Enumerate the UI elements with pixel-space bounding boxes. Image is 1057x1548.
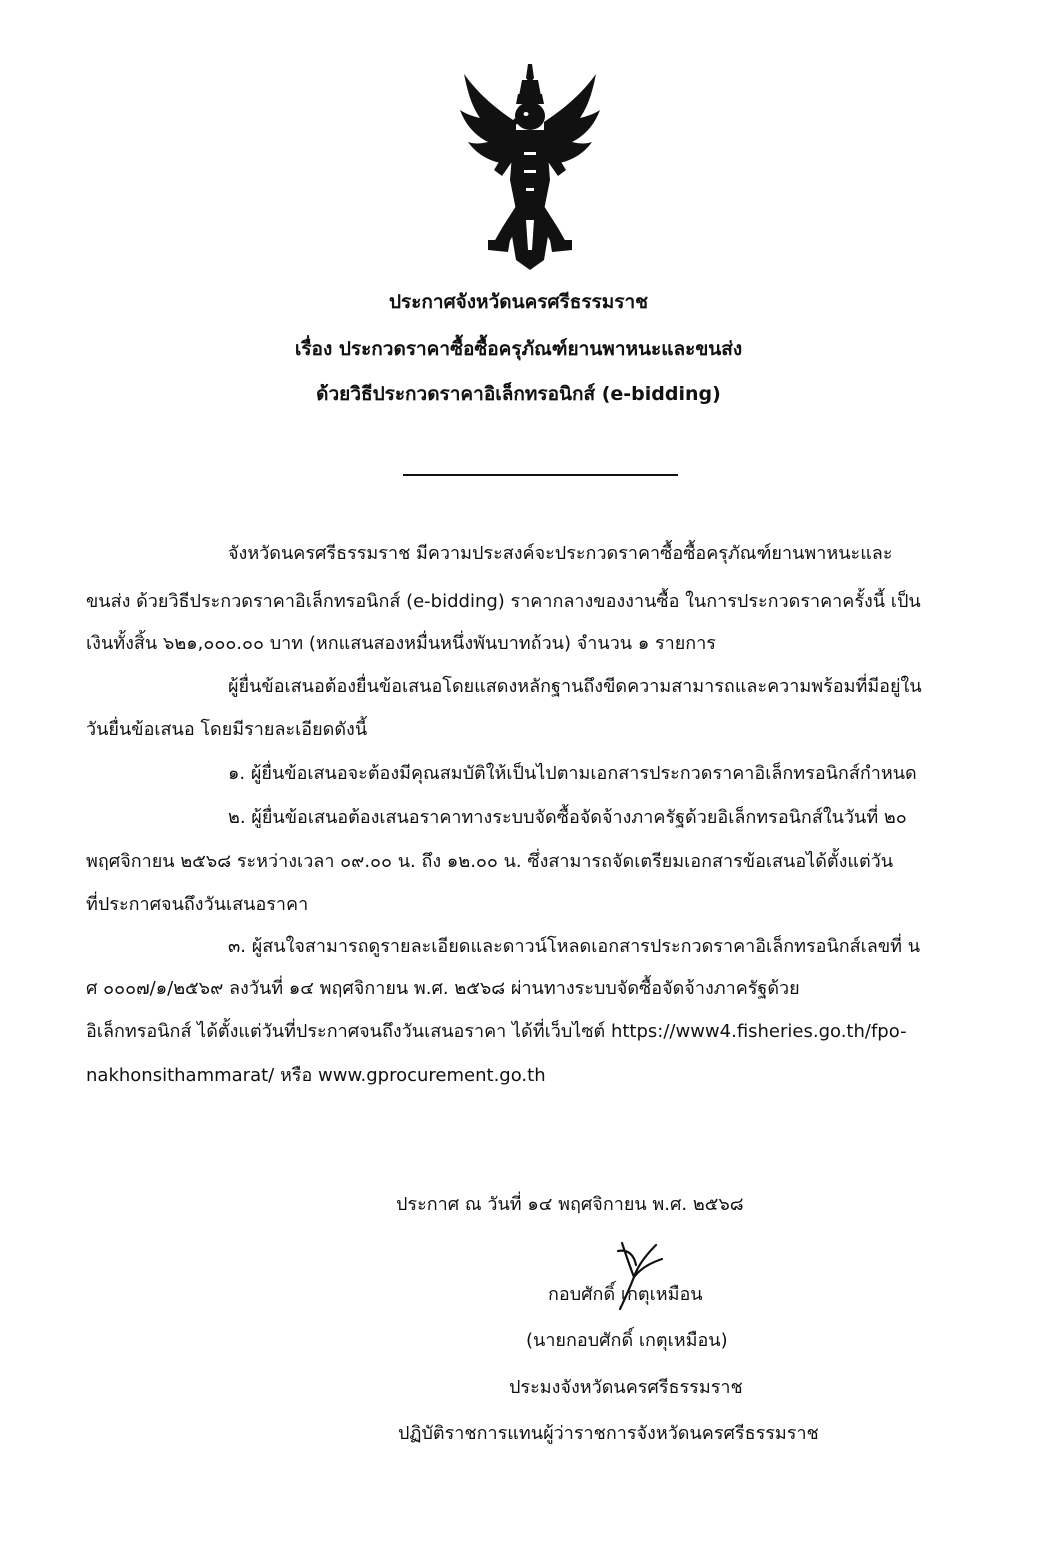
list-item-2-line-3: ที่ประกาศจนถึงวันเสนอราคา bbox=[86, 894, 309, 915]
paragraph-2-line-2: วันยื่นข้อเสนอ โดยมีรายละเอียดดังนี้ bbox=[86, 719, 368, 740]
announcement-method: ด้วยวิธีประกวดราคาอิเล็กทรอนิกส์ (e-bidding) bbox=[316, 383, 721, 405]
signer-signed-name: กอบศักดิ์ เกตุเหมือน bbox=[548, 1284, 703, 1305]
signer-acting-capacity: ปฏิบัติราชการแทนผู้ว่าราชการจังหวัดนครศรีธรรมราช bbox=[398, 1423, 819, 1444]
announcement-subject: เรื่อง ประกวดราคาซื้อซื้อครุภัณฑ์ยานพาหนะและขนส่ง bbox=[294, 338, 743, 360]
list-item-3-line-1: ๓. ผู้สนใจสามารถดูรายละเอียดและดาวน์โหลดเอกสารประกวดราคาอิเล็กทรอนิกส์เลขที่ น bbox=[228, 936, 921, 957]
list-item-3-line-4: nakhonsithammarat/ หรือ www.gprocurement.go.th bbox=[86, 1065, 546, 1086]
paragraph-2-line-1: ผู้ยื่นข้อเสนอต้องยื่นข้อเสนอโดยแสดงหลักฐานถึงขีดความสามารถและความพร้อมที่มีอยู่ใน bbox=[228, 676, 922, 697]
announcement-date: ประกาศ ณ วันที่ ๑๔ พฤศจิกายน พ.ศ. ๒๕๖๘ bbox=[396, 1194, 744, 1215]
list-item-2-line-1: ๒. ผู้ยื่นข้อเสนอต้องเสนอราคาทางระบบจัดซื้อจัดจ้างภาครัฐด้วยอิเล็กทรอนิกส์ในวันที่ ๒๐ bbox=[228, 807, 907, 828]
header-divider bbox=[403, 474, 678, 476]
list-item-3-line-2: ศ ๐๐๐๗/๑/๒๕๖๙ ลงวันที่ ๑๔ พฤศจิกายน พ.ศ. ๒๕๖๘ ผ่านทางระบบจัดซื้อจัดจ้างภาครัฐด้วย bbox=[86, 978, 800, 999]
signer-position: ประมงจังหวัดนครศรีธรรมราช bbox=[509, 1377, 743, 1398]
paragraph-1-line-3: เงินทั้งสิ้น ๖๒๑,๐๐๐.๐๐ บาท (หกแสนสองหมื่นหนึ่งพันบาทถ้วน) จำนวน ๑ รายการ bbox=[86, 633, 716, 654]
list-item-1: ๑. ผู้ยื่นข้อเสนอจะต้องมีคุณสมบัติให้เป็นไปตามเอกสารประกวดราคาอิเล็กทรอนิกส์กำหนด bbox=[228, 763, 917, 784]
paragraph-1-line-1: จังหวัดนครศรีธรรมราช มีความประสงค์จะประกวดราคาซื้อซื้อครุภัณฑ์ยานพาหนะและ bbox=[228, 543, 893, 564]
paragraph-1-line-2: ขนส่ง ด้วยวิธีประกวดราคาอิเล็กทรอนิกส์ (e-bidding) ราคากลางของงานซื้อ ในการประกวดราคาครั้งนี้ เป็น bbox=[86, 591, 921, 612]
signer-full-name: (นายกอบศักดิ์ เกตุเหมือน) bbox=[526, 1330, 728, 1351]
garuda-emblem-icon bbox=[458, 60, 602, 272]
announcement-title: ประกาศจังหวัดนครศรีธรรมราช bbox=[388, 291, 649, 313]
list-item-2-line-2: พฤศจิกายน ๒๕๖๘ ระหว่างเวลา ๐๙.๐๐ น. ถึง ๑๒.๐๐ น. ซึ่งสามารถจัดเตรียมเอกสารข้อเสนอได้ตั้งแต่วัน bbox=[86, 851, 894, 872]
list-item-3-line-3: อิเล็กทรอนิกส์ ได้ตั้งแต่วันที่ประกาศจนถึงวันเสนอราคา ได้ที่เว็บไซต์ https://www4.fisheries.go.th/fpo- bbox=[86, 1021, 907, 1042]
